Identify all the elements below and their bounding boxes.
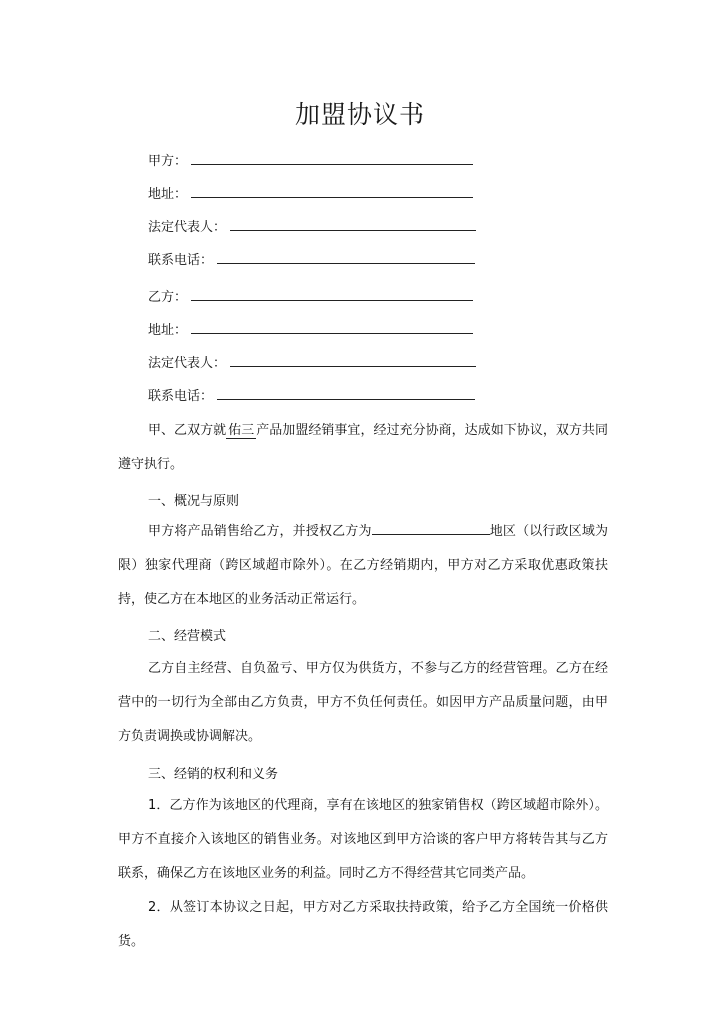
section-1-heading: 一、概况与原则	[148, 494, 240, 509]
party-b-address-blank	[191, 320, 473, 334]
party-b-address-field	[148, 320, 473, 340]
party-b-name-blank	[191, 287, 473, 301]
section-1-text-post: 地区（以行政区域为限）独家代理商（跨区域超市除外）。在乙方经销期内，甲方对乙方采取优惠政策扶持，使乙方在本地区的业务活动正常运行。	[118, 524, 608, 607]
party-a-rep-field	[148, 217, 476, 237]
party-a-phone-label: 联系电话：	[148, 253, 214, 268]
section-3-heading: 三、经销的权利和义务	[148, 767, 279, 782]
party-b-rep-field	[148, 353, 476, 373]
party-a-phone-blank	[217, 250, 475, 264]
party-a-address-label: 地址：	[148, 187, 188, 202]
party-a-name-label: 甲方：	[148, 154, 188, 169]
region-blank	[372, 521, 490, 535]
intro-product-name: 佑三	[228, 423, 255, 438]
party-b-name-label: 乙方：	[148, 290, 188, 305]
party-b-phone-blank	[217, 386, 475, 400]
section-3-item-1: 1．乙方作为该地区的代理商，享有在该地区的独家销售权（跨区域超市除外）。甲方不直接介入该地区的销售业务。对该地区到甲方洽谈的客户甲方将转告其与乙方联系，确保乙方在该地区业务的利益。同时乙方不得经营其它同类产品。	[118, 798, 608, 881]
party-a-address-blank	[191, 184, 473, 198]
party-a-name-blank	[191, 151, 473, 165]
party-a-rep-label: 法定代表人：	[148, 220, 227, 235]
party-a-address-field	[148, 184, 473, 204]
section-3-item-2: 2．从签订本协议之日起，甲方对乙方采取扶持政策，给予乙方全国统一价格供货。	[118, 900, 608, 949]
party-b-phone-field	[148, 386, 475, 406]
party-b-address-label: 地址：	[148, 323, 188, 338]
section-1-paragraph	[118, 515, 608, 617]
party-b-phone-label: 联系电话：	[148, 389, 214, 404]
section-2-paragraph: 乙方自主经营、自负盈亏、甲方仅为供货方，不参与乙方的经营管理。乙方在经营中的一切行为全部由乙方负责，甲方不负任何责任。如因甲方产品质量问题，由甲方负责调换或协调解决。	[118, 661, 608, 744]
intro-text-post: 产品加盟经销事宜，经过充分协商，达成如下协议，双方共同遵守执行。	[118, 423, 608, 472]
document-title: 加盟协议书	[294, 100, 425, 129]
section-2-heading: 二、经营模式	[148, 629, 227, 644]
party-a-rep-blank	[230, 217, 476, 231]
party-a-name-field	[148, 151, 473, 171]
party-b-rep-blank	[230, 353, 476, 367]
party-b-rep-label: 法定代表人：	[148, 356, 227, 371]
intro-paragraph	[118, 414, 608, 482]
party-b-name-field	[148, 287, 473, 307]
party-a-phone-field	[148, 250, 475, 270]
section-1-text-pre: 甲方将产品销售给乙方，并授权乙方为	[148, 524, 372, 539]
intro-text-pre: 甲、乙双方就	[148, 423, 227, 438]
